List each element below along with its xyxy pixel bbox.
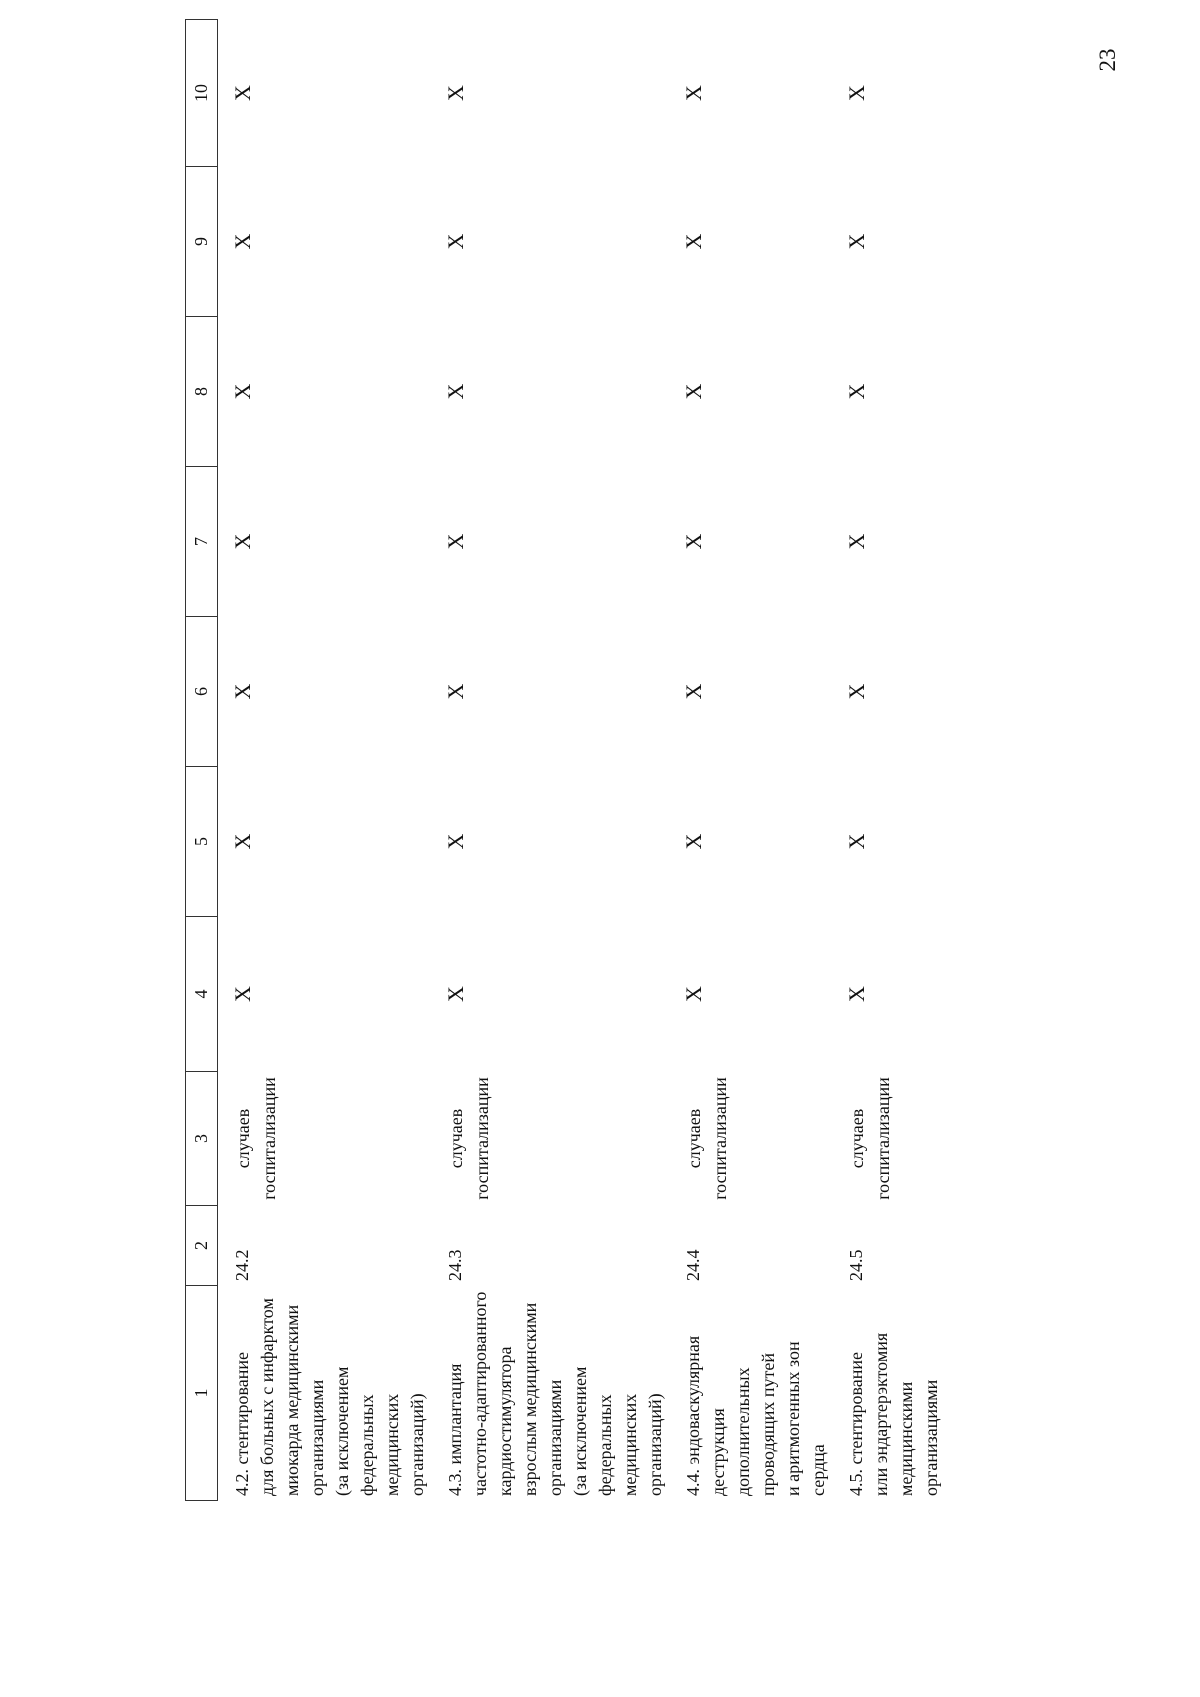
mark-cell-col4: X <box>230 986 255 1002</box>
column-header-8: 8 <box>186 317 218 467</box>
row-name-line: 4.2. стентирование <box>232 1352 252 1496</box>
mark-cell-col10: X <box>443 85 468 101</box>
row-name-line: или эндартерэктомия <box>871 1332 891 1496</box>
mark-cell-col4: X <box>443 986 468 1002</box>
column-header-6: 6 <box>186 617 218 767</box>
row-name-line: медицинских <box>620 1393 640 1496</box>
row-unit-line: случаев <box>233 1108 253 1169</box>
column-header-10: 10 <box>186 20 218 167</box>
table-body <box>218 20 955 1501</box>
row-name-line: кардиостимулятора <box>495 1346 515 1496</box>
row-name-line: медицинскими <box>896 1381 916 1496</box>
row-code-cell: 24.3 <box>445 1249 465 1281</box>
mark-cell-col7: X <box>844 533 869 550</box>
mark-cell-col5: X <box>844 833 869 850</box>
mark-cell-col6: X <box>443 683 468 700</box>
mark-cell-col10: X <box>230 85 255 101</box>
row-name-line: (за исключением <box>570 1366 590 1496</box>
row-code-cell: 24.2 <box>232 1249 252 1281</box>
mark-cell-col10: X <box>844 85 869 101</box>
row-name-line: медицинских <box>382 1393 402 1496</box>
mark-cell-col7: X <box>230 533 255 550</box>
mark-cell-col4: X <box>681 986 706 1002</box>
table-header <box>186 20 218 1501</box>
mark-cell-col8: X <box>443 383 468 400</box>
column-header-2: 2 <box>186 1206 218 1286</box>
row-name-line: федеральных <box>595 1394 615 1496</box>
row-name-line: проводящих путей <box>758 1352 778 1496</box>
row-name-line: частотно-адаптированного <box>470 1291 490 1496</box>
row-unit-cell <box>440 1072 678 1206</box>
row-name-line: организациями <box>545 1379 565 1496</box>
row-name-line: дополнительных <box>733 1367 753 1496</box>
row-name-line: организаций) <box>407 1393 427 1496</box>
column-header-9: 9 <box>186 167 218 317</box>
row-name-line: 4.4. эндоваскулярная <box>683 1335 703 1496</box>
mark-cell-col7: X <box>681 533 706 550</box>
row-name-line: федеральных <box>357 1394 377 1496</box>
row-name-cell <box>218 1286 441 1501</box>
row-name-line: организациями <box>307 1379 327 1496</box>
mark-cell-col9: X <box>681 233 706 250</box>
column-header-5: 5 <box>186 767 218 917</box>
mark-cell-col4: X <box>844 986 869 1002</box>
table-container <box>185 20 975 1501</box>
mark-cell-col8: X <box>230 383 255 400</box>
column-header-3: 3 <box>186 1072 218 1206</box>
row-name-line: взрослым медицинскими <box>520 1302 540 1496</box>
table-row <box>678 20 841 1501</box>
row-name-line: (за исключением <box>332 1366 352 1496</box>
mark-cell-col8: X <box>844 383 869 400</box>
mark-cell-col7: X <box>443 533 468 550</box>
row-name-line: миокарда медицинскими <box>282 1304 302 1496</box>
column-header-7: 7 <box>186 467 218 617</box>
row-unit-line: случаев <box>446 1108 466 1169</box>
row-unit-line: случаев <box>847 1108 867 1169</box>
row-unit-cell <box>841 1072 954 1206</box>
row-name-line: и аритмогенных зон <box>783 1341 803 1496</box>
mark-cell-col6: X <box>681 683 706 700</box>
column-header-1: 1 <box>186 1286 218 1501</box>
table-row <box>440 20 678 1501</box>
mark-cell-col6: X <box>230 683 255 700</box>
row-name-line: 4.5. стентирование <box>846 1352 866 1496</box>
mark-cell-col9: X <box>443 233 468 250</box>
row-unit-line: госпитализации <box>873 1077 893 1200</box>
row-name-cell <box>440 1286 678 1501</box>
data-table <box>185 19 954 1501</box>
row-name-line: для больных с инфарктом <box>257 1298 277 1496</box>
row-code-cell: 24.5 <box>846 1249 866 1281</box>
row-name-cell <box>841 1286 954 1501</box>
table-row <box>218 20 441 1501</box>
mark-cell-col5: X <box>230 833 255 850</box>
mark-cell-col9: X <box>230 233 255 250</box>
column-header-4: 4 <box>186 917 218 1072</box>
page-number: 23 <box>1095 48 1120 72</box>
mark-cell-col5: X <box>443 833 468 850</box>
row-name-line: организаций) <box>645 1393 665 1496</box>
row-name-cell <box>678 1286 841 1501</box>
mark-cell-col6: X <box>844 683 869 700</box>
mark-cell-col8: X <box>681 383 706 400</box>
row-name-line: 4.3. имплантация <box>445 1363 465 1496</box>
column-number-row <box>186 20 218 1501</box>
table-row <box>841 20 954 1501</box>
row-unit-line: госпитализации <box>472 1077 492 1200</box>
row-name-line: организациями <box>921 1379 941 1496</box>
row-unit-cell <box>218 1072 441 1206</box>
mark-cell-col9: X <box>844 233 869 250</box>
row-unit-line: госпитализации <box>710 1077 730 1200</box>
row-unit-line: случаев <box>684 1108 704 1169</box>
row-unit-line: госпитализации <box>259 1077 279 1200</box>
row-name-line: сердца <box>808 1444 828 1496</box>
mark-cell-col10: X <box>681 85 706 101</box>
row-code-cell: 24.4 <box>683 1249 703 1281</box>
mark-cell-col5: X <box>681 833 706 850</box>
row-unit-cell <box>678 1072 841 1206</box>
row-name-line: деструкция <box>708 1408 728 1496</box>
